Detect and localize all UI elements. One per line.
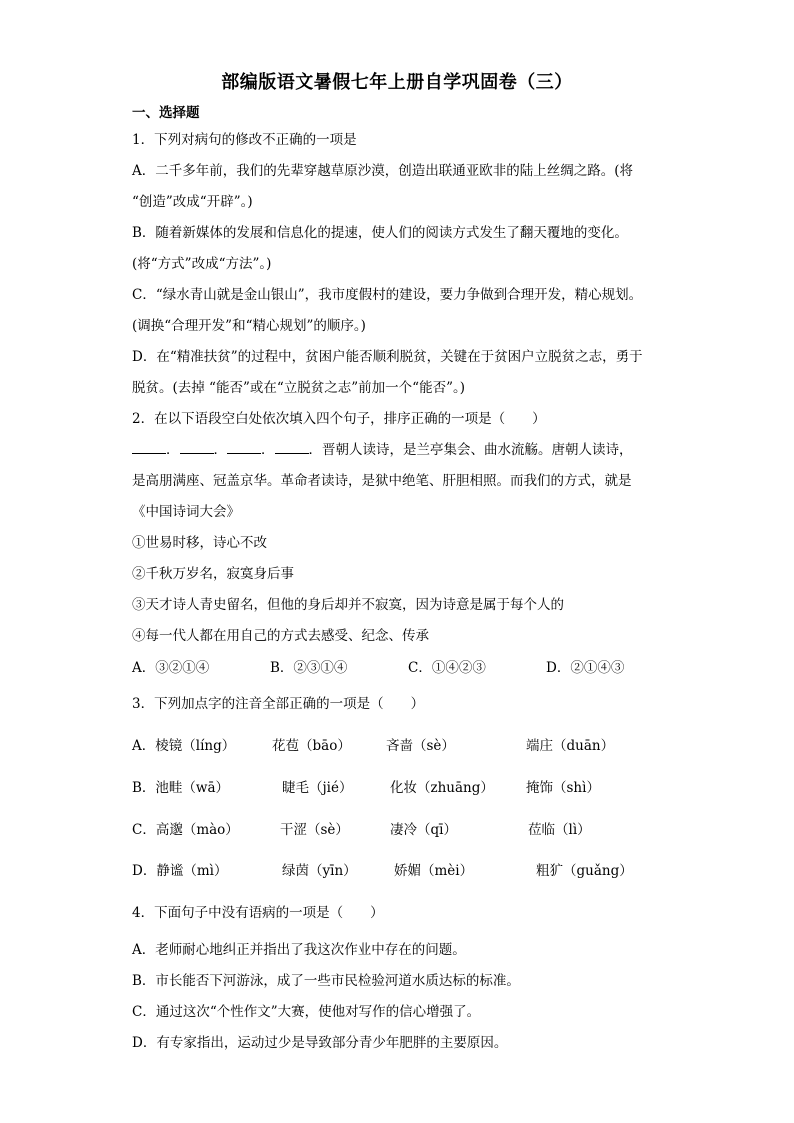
q2-sentence-4: ④每一代人都在用自己的方式去感受、纪念、传承 xyxy=(132,628,429,644)
q1-option-c-line2: (调换“合理开发”和“精心规划”的顺序。) xyxy=(132,318,366,334)
q3-d-item3: 娇媚（mèi） xyxy=(394,863,474,879)
q3-b-item4: 掩饰（shì） xyxy=(526,780,600,796)
q3-d-item1: D．静谧（mì） xyxy=(132,863,228,879)
q3-c-item3: 凄冷（qī） xyxy=(390,822,457,838)
q4-stem: 4．下面句子中没有语病的一项是（ ） xyxy=(132,905,384,921)
q1-option-a-line1: A．二千多年前，我们的先辈穿越草原沙漠，创造出联通亚欧非的陆上丝绸之路。(将 xyxy=(132,163,634,179)
q3-a-item1: A．棱镜（líng） xyxy=(132,738,236,754)
q1-stem: 1．下列对病句的修改不正确的一项是 xyxy=(132,132,357,148)
q3-a-item4: 端庄（duān） xyxy=(526,738,615,754)
q2-passage-line1: ． ． ． ．晋朝人读诗，是兰亭集会、曲水流觞。唐朝人读诗， xyxy=(132,441,633,459)
q1-option-b-line2: (将“方式”改成“方法”。) xyxy=(132,256,272,272)
q2-sentence-3: ③天才诗人青史留名，但他的身后却并不寂寞，因为诗意是属于每个人的 xyxy=(132,597,564,613)
q2-option-b: B．②③①④ xyxy=(270,660,348,676)
q2-option-d: D．②①④③ xyxy=(546,660,625,676)
q1-option-a-line2: “创造”改成“开辟”。) xyxy=(132,194,253,210)
q4-option-d: D．有专家指出，运动过少是导致部分青少年肥胖的主要原因。 xyxy=(132,1035,508,1051)
q4-option-b: B．市长能否下河游泳，成了一些市民检验河道水质达标的标准。 xyxy=(132,973,520,989)
q3-a-item3: 吝啬（sè） xyxy=(386,738,455,754)
q1-option-b-line1: B．随着新媒体的发展和信息化的提速，使人们的阅读方式发生了翻天覆地的变化。 xyxy=(132,225,628,241)
q2-passage-line3: 《中国诗词大会》 xyxy=(132,504,240,520)
q2-sentence-2: ②千秋万岁名，寂寞身后事 xyxy=(132,566,294,582)
q1-option-d-line1: D．在“精准扶贫”的过程中，贫困户能否顺利脱贫，关键在于贫困户立脱贫之志，勇于 xyxy=(132,349,643,365)
page-title: 部编版语文暑假七年上册自学巩固卷（三） xyxy=(221,72,573,93)
q3-c-item4: 莅临（lì） xyxy=(528,822,591,838)
q4-option-a: A．老师耐心地纠正并指出了我这次作业中存在的问题。 xyxy=(132,942,466,958)
q3-b-item2: 睫毛（jié） xyxy=(282,780,353,796)
blank-2 xyxy=(180,441,214,454)
q3-c-item2: 干涩（sè） xyxy=(280,822,349,838)
q3-b-item3: 化妆（zhuāng） xyxy=(390,780,494,796)
q2-stem: 2．在以下语段空白处依次填入四个句子，排序正确的一项是（ ） xyxy=(132,411,546,427)
q3-c-item1: C．高邈（mào） xyxy=(132,822,239,838)
q3-b-item1: B．池畦（wā） xyxy=(132,780,230,796)
section-heading: 一、选择题 xyxy=(132,105,200,121)
q1-option-c-line1: C．“绿水青山就是金山银山”，我市度假村的建设，要力争做到合理开发，精心规划。 xyxy=(132,287,643,303)
q3-d-item4: 粗犷（guǎng） xyxy=(536,863,633,879)
q2-option-a: A．③②①④ xyxy=(132,660,210,676)
q1-option-d-line2: 脱贫。(去掉 “能否”或在“立脱贫之志”前加一个“能否”。) xyxy=(132,380,465,396)
blank-4 xyxy=(275,441,309,454)
blank-3 xyxy=(227,441,261,454)
q4-option-c: C．通过这次“个性作文”大赛，使他对写作的信心增强了。 xyxy=(132,1004,481,1020)
q3-a-item2: 花苞（bāo） xyxy=(272,738,351,754)
q2-passage-line2: 是高朋满座、冠盖京华。革命者读诗，是狱中绝笔、肝胆相照。而我们的方式，就是 xyxy=(132,473,632,489)
q3-stem: 3．下列加点字的注音全部正确的一项是（ ） xyxy=(132,696,425,712)
q2-option-c: C．①④②③ xyxy=(408,660,486,676)
q3-d-item2: 绿茵（yīn） xyxy=(282,863,357,879)
q2-sentence-1: ①世易时移，诗心不改 xyxy=(132,535,267,551)
blank-1 xyxy=(132,441,166,454)
